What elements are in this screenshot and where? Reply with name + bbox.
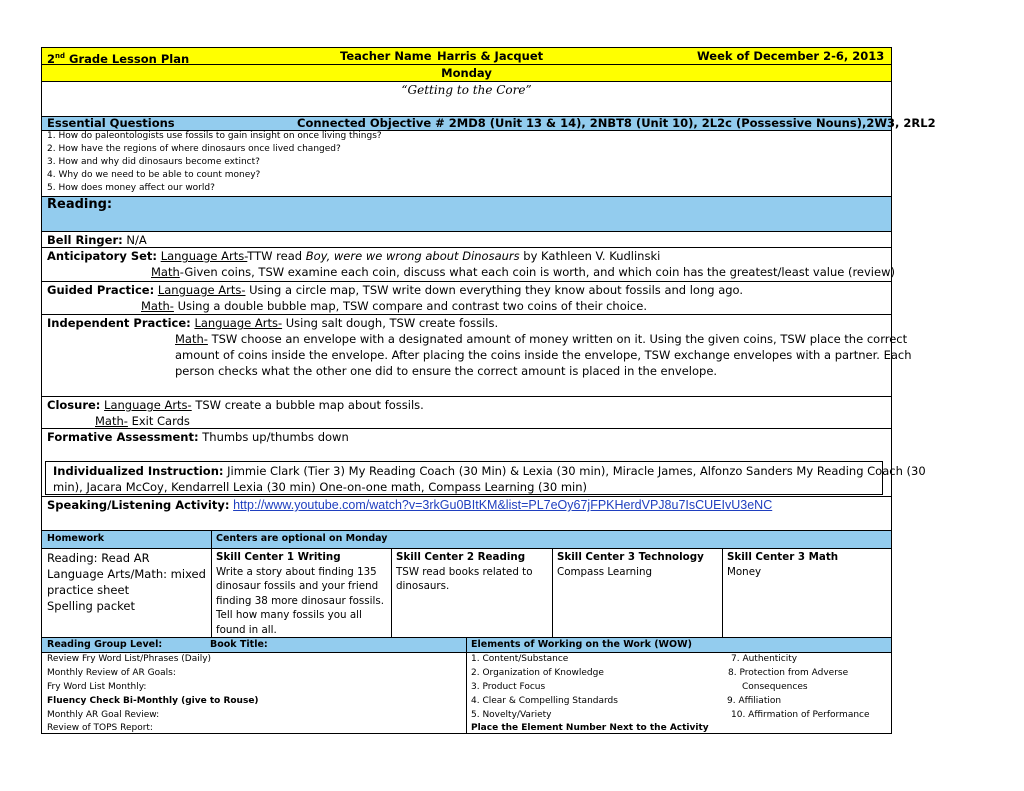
question-4: 4. Why do we need to be able to count money? [47, 170, 261, 180]
wow-label: Elements of Working on the Work (WOW) [471, 639, 692, 650]
wow-item: 2. Organization of Knowledge [471, 668, 604, 678]
divider [552, 548, 553, 637]
book-title-label: Book Title: [210, 639, 268, 650]
skill-center-3-math: Skill Center 3 Math Money [727, 551, 839, 578]
reading-group-row: Monthly Review of AR Goals: [47, 668, 176, 678]
reading-group-row: Review Fry Word List/Phrases (Daily) [47, 654, 212, 664]
wow-footer: Place the Element Number Next to the Activity [471, 723, 709, 733]
wow-item: 7. Authenticity [731, 654, 798, 664]
skill-center-3-technology: Skill Center 3 Technology Compass Learning [557, 551, 704, 578]
week-label: Week of December 2-6, 2013 [697, 49, 885, 63]
reading-group-label: Reading Group Level: [47, 639, 163, 650]
theme-title: “Getting to the Core” [401, 83, 532, 97]
homework-item-4: Spelling packet [47, 599, 136, 613]
wow-item: Consequences [742, 682, 808, 692]
skill-center-2: Skill Center 2 Reading TSW read books related to dinosaurs. [396, 551, 533, 592]
teacher-value: Harris & Jacquet [437, 49, 544, 63]
wow-item: 5. Novelty/Variety [471, 710, 552, 720]
closure-math: Math- Exit Cards [95, 414, 190, 428]
individualized-line-1: Individualized Instruction: Jimmie Clark (Tier 3) My Reading Coach (30 Min) & Lexia (30 min), Miracle James, Alfonzo Sanders My Reading Coach (30 [53, 464, 926, 478]
centers-note: Centers are optional on Monday [216, 533, 388, 544]
divider [41, 196, 892, 197]
wow-item: 3. Product Focus [471, 682, 546, 692]
formative-assessment: Formative Assessment: Thumbs up/thumbs down [47, 430, 349, 444]
divider [41, 396, 892, 397]
homework-label: Homework [47, 533, 105, 544]
divider [466, 637, 467, 734]
essential-label: Essential Questions [47, 116, 175, 130]
speaking-activity: Speaking/Listening Activity: http://www.youtube.com/watch?v=3rkGu0BItKM&list=PL7eOy67jFPKHerdVPJ8u7IsCUEIvU3eNC [47, 498, 773, 512]
youtube-link[interactable]: http://www.youtube.com/watch?v=3rkGu0BItKM&list=PL7eOy67jFPKHerdVPJ8u7IsCUEIvU3eNC [233, 498, 773, 512]
guided-math: Math- Using a double bubble map, TSW compare and contrast two coins of their choice. [141, 299, 647, 313]
homework-item-3: practice sheet [47, 583, 130, 597]
wow-item: 8. Protection from Adverse [728, 668, 849, 678]
independent-la: Independent Practice: Language Arts- Using salt dough, TSW create fossils. [47, 316, 499, 330]
divider [41, 428, 892, 429]
divider [211, 530, 212, 637]
divider [41, 231, 892, 232]
closure-la: Closure: Language Arts- TSW create a bubble map about fossils. [47, 398, 424, 412]
independent-math-1: Math- TSW choose an envelope with a designated amount of money written on it. Using the given coins, TSW place the correct [175, 332, 908, 346]
divider [41, 548, 892, 549]
reading-group-row: Review of TOPS Report: [47, 723, 153, 733]
question-3: 3. How and why did dinosaurs become extinct? [47, 157, 260, 167]
homework-item-2: Language Arts/Math: mixed [47, 567, 206, 581]
question-5: 5. How does money affect our world? [47, 183, 215, 193]
divider [41, 281, 892, 282]
bell-ringer: Bell Ringer: N/A [47, 233, 147, 247]
reading-label: Reading: [47, 197, 113, 212]
day-label: Monday [441, 66, 492, 80]
individualized-line-2: min), Jacara McCoy, Kendarrell Lexia (30 min) One-on-one math, Compass Learning (30 min) [53, 480, 587, 494]
question-2: 2. How have the regions of where dinosaurs once lived changed? [47, 144, 341, 154]
divider [41, 496, 892, 497]
homework-item-1: Reading: Read AR [47, 551, 150, 565]
divider [391, 548, 392, 637]
wow-item: 4. Clear & Compelling Standards [471, 696, 618, 706]
divider [41, 314, 892, 315]
divider [722, 548, 723, 637]
anticipatory-la: Anticipatory Set: Language Arts-TTW read Boy, were we wrong about Dinosaurs by Kathleen V. Kudlinski [47, 249, 661, 263]
divider [41, 81, 892, 82]
reading-group-row: Fluency Check Bi-Monthly (give to Rouse) [47, 696, 259, 706]
independent-math-3: person checks what the other one did to ensure the correct amount is placed in the envelope. [175, 364, 718, 378]
divider [41, 247, 892, 248]
question-1: 1. How do paleontologists use fossils to gain insight on once living things? [47, 131, 382, 141]
teacher-label: Teacher Name [340, 49, 432, 63]
guided-la: Guided Practice: Language Arts- Using a circle map, TSW write down everything they know about fossils and long ago. [47, 283, 744, 297]
anticipatory-math: Math-Given coins, TSW examine each coin, discuss what each coin is worth, and which coin has the greatest/least value (review) [151, 265, 895, 279]
wow-item: 9. Affiliation [727, 696, 782, 706]
wow-item: 1. Content/Substance [471, 654, 569, 664]
independent-math-2: amount of coins inside the envelope. After placing the coins inside the envelope, TSW exchange envelopes with a partner. Each [175, 348, 912, 362]
skill-center-1: Skill Center 1 Writing Write a story about finding 135 dinosaur fossils and your friend finding 38 more dinosaur fossils. Tell how many fossils you all found in all. [216, 551, 385, 636]
wow-item: 10. Affirmation of Performance [731, 710, 870, 720]
divider [41, 530, 892, 531]
objective-text: Connected Objective # 2MD8 (Unit 13 & 14), 2NBT8 (Unit 10), 2L2c (Possessive Nouns),2W3, 2RL2 [297, 116, 936, 130]
reading-group-row: Monthly AR Goal Review: [47, 710, 160, 720]
grade-title: 2nd Grade Lesson Plan [47, 51, 190, 66]
reading-group-row: Fry Word List Monthly: [47, 682, 147, 692]
